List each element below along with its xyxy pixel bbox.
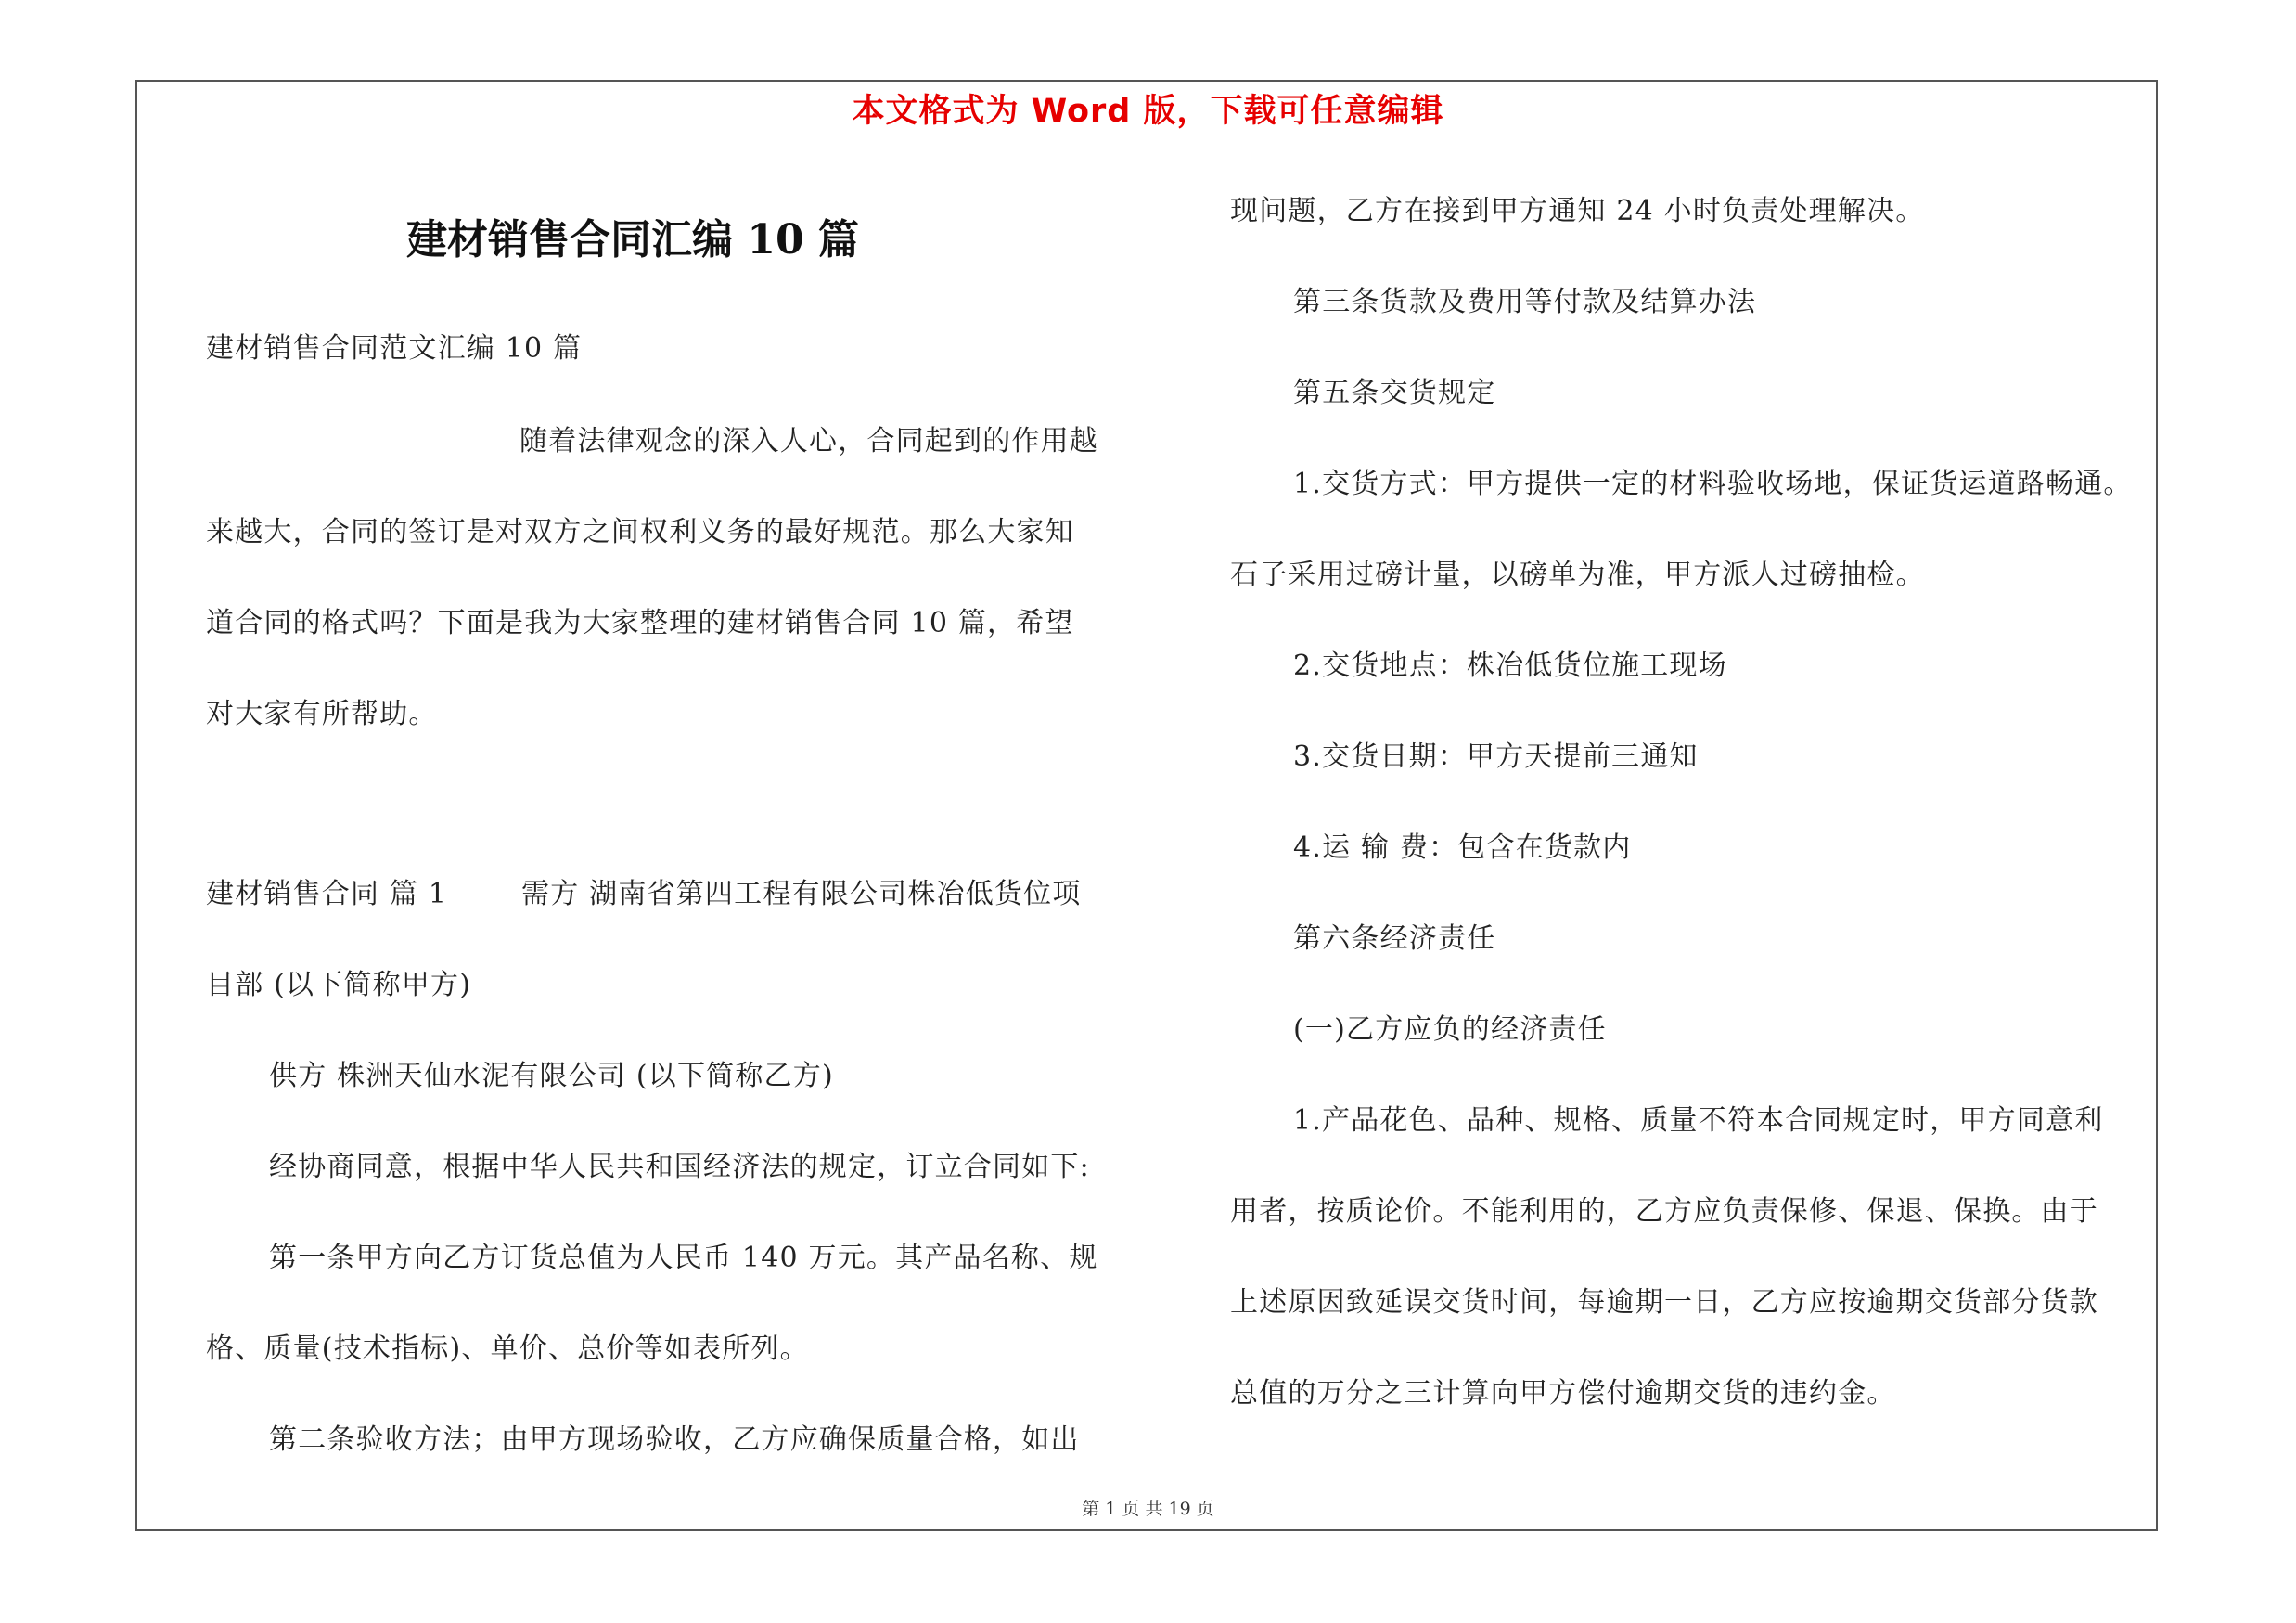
paragraph-line: 需方 湖南省第四工程有限公司株冶低货位项 xyxy=(521,878,1082,910)
paragraph-line: 对大家有所帮助。 xyxy=(206,698,438,730)
page-number-footer: 第 1 页 共 19 页 xyxy=(1082,1499,1214,1519)
paragraph-line: 4.运 输 费：包含在货款内 xyxy=(1293,831,1632,864)
paragraph-line: 1.产品花色、品种、规格、质量不符本合同规定时，甲方同意利 xyxy=(1293,1104,2104,1137)
document-title: 建材销售合同汇编 10 篇 xyxy=(406,216,859,264)
paragraph-line: 用者，按质论价。不能利用的，乙方应负责保修、保退、保换。由于 xyxy=(1230,1195,2098,1228)
paragraph-line: 石子采用过磅计量，以磅单为准，甲方派人过磅抽检。 xyxy=(1230,559,1925,591)
paragraph-line: 第一条甲方向乙方订货总值为人民币 140 万元。其产品名称、规 xyxy=(269,1242,1098,1274)
paragraph-line: 第二条验收方法；由甲方现场验收，乙方应确保质量合格，如出 xyxy=(269,1423,1080,1456)
paragraph-line: 总值的万分之三计算向甲方偿付逾期交货的违约金。 xyxy=(1230,1377,1896,1410)
paragraph-line: 现问题，乙方在接到甲方通知 24 小时负责处理解决。 xyxy=(1230,195,1925,227)
paragraph-line: 道合同的格式吗？下面是我为大家整理的建材销售合同 10 篇，希望 xyxy=(206,607,1074,639)
paragraph-line: 3.交货日期：甲方天提前三通知 xyxy=(1293,741,1699,773)
paragraph-line: 来越大，合同的签订是对双方之间权利义务的最好规范。那么大家知 xyxy=(206,516,1074,548)
paragraph-line: 2.交货地点：株冶低货位施工现场 xyxy=(1293,650,1727,682)
section-heading: 第六条经济责任 xyxy=(1293,922,1496,955)
contract-heading: 建材销售合同 篇 1 xyxy=(206,878,448,910)
word-format-banner: 本文格式为 Word 版，下载可任意编辑 xyxy=(852,93,1444,130)
paragraph-line: 供方 株洲天仙水泥有限公司 (以下简称乙方) xyxy=(269,1060,834,1092)
section-heading: 第五条交货规定 xyxy=(1293,377,1496,409)
paragraph-line: 经协商同意，根据中华人民共和国经济法的规定，订立合同如下: xyxy=(269,1151,1090,1183)
subtitle-line: 建材销售合同范文汇编 10 篇 xyxy=(206,332,583,365)
section-heading: 第三条货款及费用等付款及结算办法 xyxy=(1293,286,1757,318)
paragraph-line: (一)乙方应负的经济责任 xyxy=(1293,1013,1607,1046)
paragraph-line: 格、质量(技术指标)、单价、总价等如表所列。 xyxy=(206,1333,809,1365)
paragraph-line: 1.交货方式：甲方提供一定的材料验收场地，保证货运道路畅通。 xyxy=(1293,468,2133,500)
paragraph-line: 上述原因致延误交货时间，每逾期一日，乙方应按逾期交货部分货款 xyxy=(1230,1286,2098,1319)
paragraph-line: 目部 (以下简称甲方) xyxy=(206,969,472,1001)
paragraph-line: 随着法律观念的深入人心，合同起到的作用越 xyxy=(519,425,1098,457)
